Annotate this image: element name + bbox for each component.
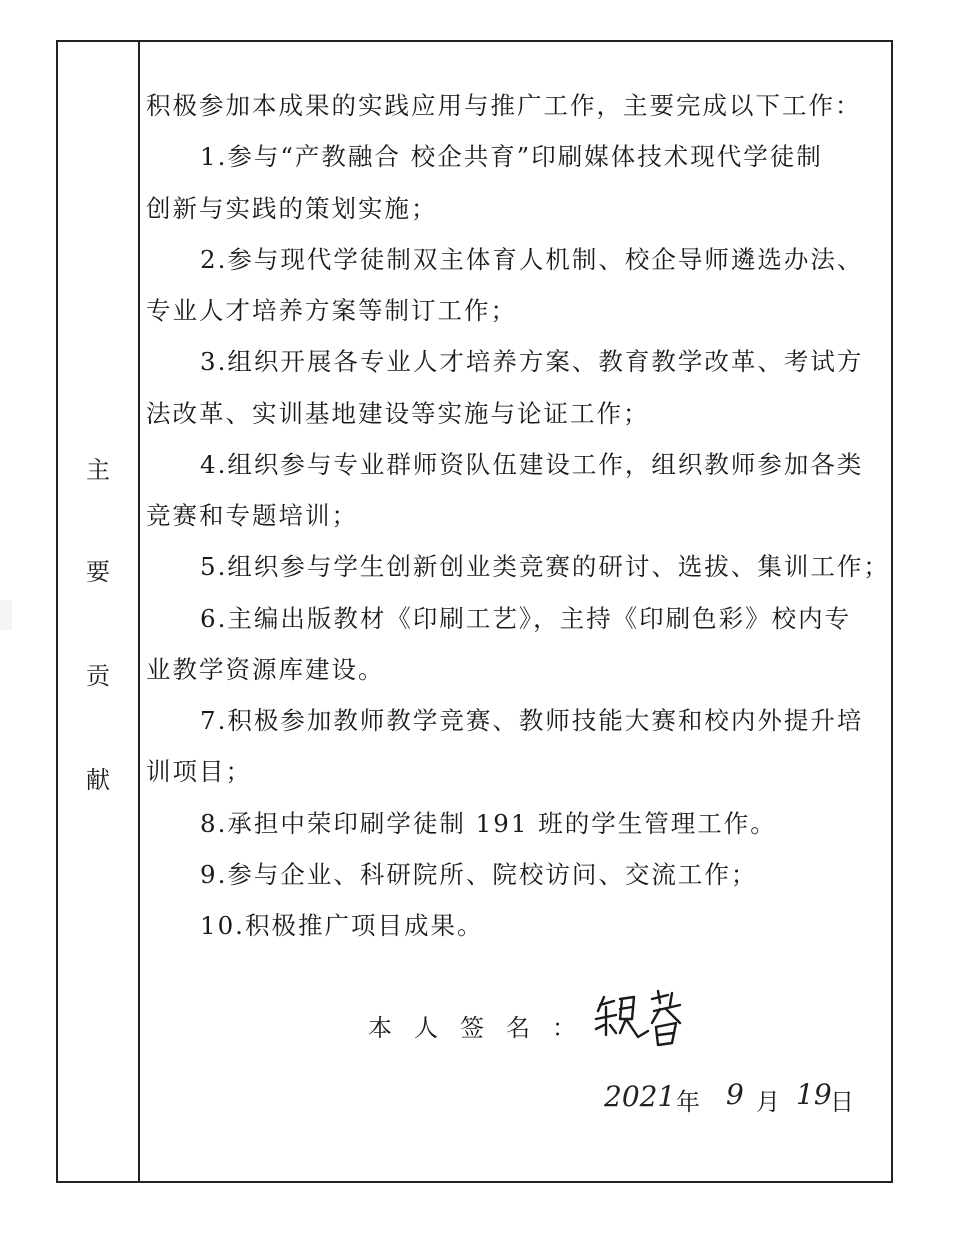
item-8-line-1: 8.承担中荣印刷学徒制 191 班的学生管理工作。 bbox=[200, 809, 777, 838]
item-1-line-2: 创新与实践的策划实施； bbox=[146, 194, 438, 223]
column-divider bbox=[138, 42, 140, 1181]
label-char-2: 要 bbox=[86, 558, 110, 586]
item-7-line-1: 7.积极参加教师教学竞赛、教师技能大赛和校内外提升培 bbox=[200, 706, 864, 735]
item-4-line-2: 竞赛和专题培训； bbox=[146, 501, 358, 530]
label-char-4: 献 bbox=[86, 766, 110, 794]
item-10-line-1: 10.积极推广项目成果。 bbox=[200, 911, 484, 940]
scan-artifact bbox=[0, 600, 12, 630]
label-char-1: 主 bbox=[86, 456, 110, 484]
item-6-line-1: 6.主编出版教材《印刷工艺》，主持《印刷色彩》校内专 bbox=[200, 604, 852, 633]
date-year-unit: 年 bbox=[676, 1088, 700, 1116]
signing-date bbox=[604, 1078, 904, 1118]
item-7-line-2: 训项目； bbox=[146, 757, 252, 786]
date-month-unit: 月 bbox=[756, 1088, 780, 1116]
date-year: 2021 bbox=[604, 1080, 676, 1113]
item-9-line-1: 9.参与企业、科研院所、院校访问、交流工作； bbox=[200, 860, 758, 889]
date-day-unit: 日 bbox=[830, 1088, 854, 1116]
label-char-3: 贡 bbox=[86, 662, 110, 690]
item-6-line-2: 业教学资源库建设。 bbox=[146, 655, 385, 684]
handwritten-signature bbox=[590, 985, 710, 1055]
item-2-line-1: 2.参与现代学徒制双主体育人机制、校企导师遴选办法、 bbox=[200, 245, 864, 274]
date-day: 19 bbox=[796, 1078, 832, 1111]
signature-label: 本人签名： bbox=[368, 1014, 598, 1042]
date-month: 9 bbox=[726, 1078, 744, 1111]
item-4-line-1: 4.组织参与专业群师资队伍建设工作，组织教师参加各类 bbox=[200, 450, 864, 479]
item-3-line-2: 法改革、实训基地建设等实施与论证工作； bbox=[146, 399, 650, 428]
item-5-line-1: 5.组织参与学生创新创业类竞赛的研讨、选拔、集训工作； bbox=[200, 552, 890, 581]
item-1-line-1: 1.参与“产教融合 校企共育”印刷媒体技术现代学徒制 bbox=[200, 142, 823, 171]
item-2-line-2: 专业人才培养方案等制订工作； bbox=[146, 296, 517, 325]
intro-line: 积极参加本成果的实践应用与推广工作，主要完成以下工作： bbox=[146, 91, 862, 120]
item-3-line-1: 3.组织开展各专业人才培养方案、教育教学改革、考试方 bbox=[200, 347, 864, 376]
